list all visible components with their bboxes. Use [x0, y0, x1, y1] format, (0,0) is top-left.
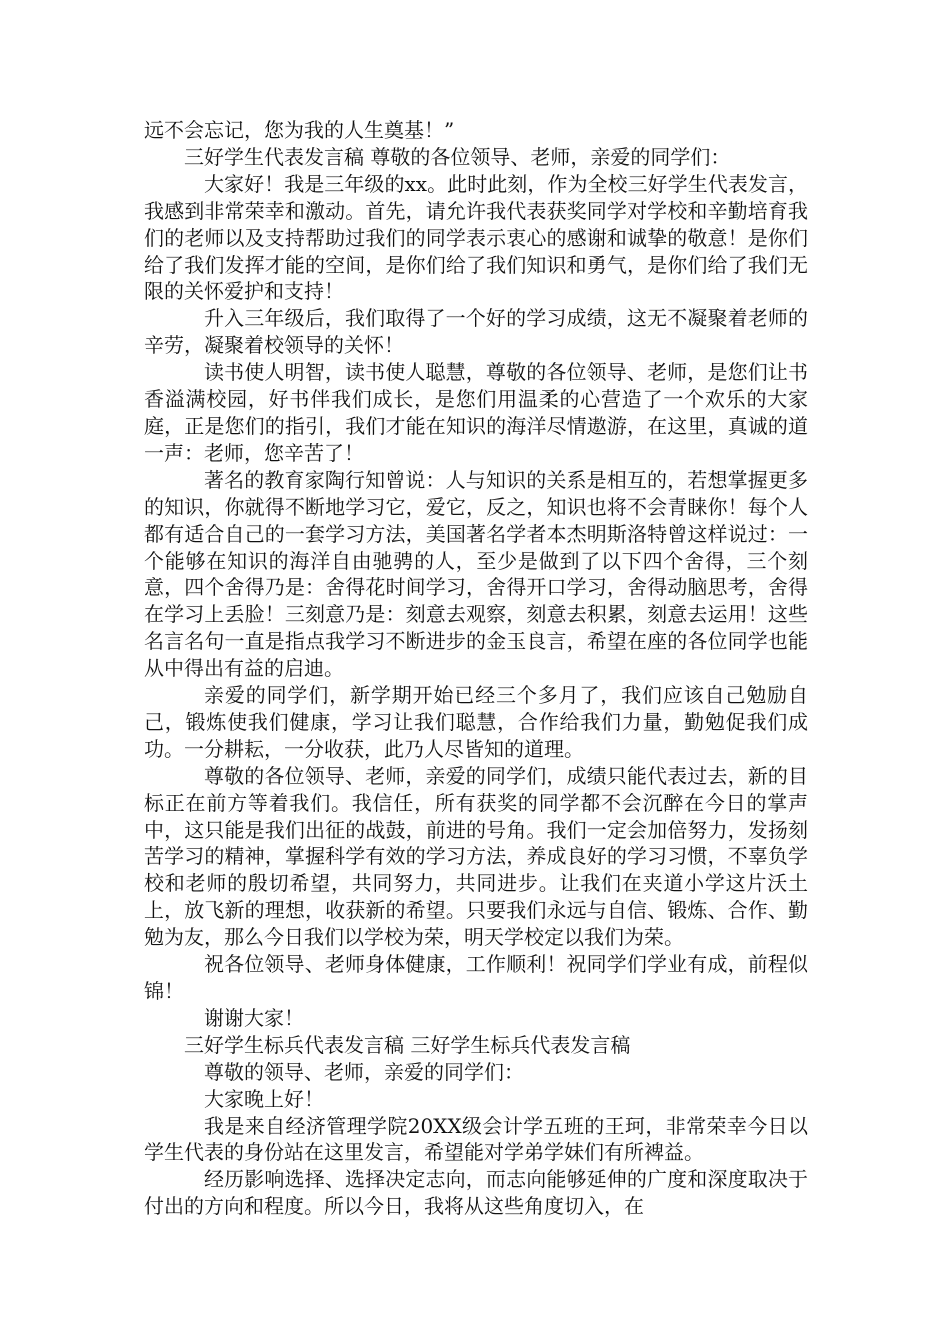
section-heading: 三好学生标兵代表发言稿 三好学生标兵代表发言稿 [184, 1032, 631, 1057]
paragraph: 著名的教育家陶行知曾说：人与知识的关系是相互的，若想掌握更多的知识，你就得不断地学习它，爱它，反之，知识也将不会青睐你！每个人都有适合自己的一套学习方法，美国著名学者本杰明斯洛特曾这样说过：一个能够在知识的海洋自由驰骋的人，至少是做到了以下四个舍得，三个刻意，四个舍得乃是：舍得花时间学习，舍得开口学习，舍得动脑思考，舍得在学习上丢脸！三刻意乃是：刻意去观察，刻意去积累，刻意去运用！这些名言名句一直是指点我学习不断进步的金玉良言，希望在座的各位同学也能从中得出有益的启迪。 [144, 467, 808, 681]
paragraph: 经历影响选择、选择决定志向，而志向能够延伸的广度和深度取决于付出的方向和程度。所以今日，我将从这些角度切入，在 [144, 1167, 808, 1219]
paragraph: 远不会忘记，您为我的人生奠基！” [144, 118, 455, 142]
greeting: 大家晚上好！ [204, 1086, 324, 1111]
paragraph: 我是来自经济管理学院20XX级会计学五班的王珂，非常荣幸今日以学生代表的身份站在这里发言，希望能对学弟学妹们有所裨益。 [144, 1113, 808, 1165]
paragraph: 升入三年级后，我们取得了一个好的学习成绩，这无不凝聚着老师的辛劳，凝聚着校领导的关怀！ [144, 306, 808, 358]
paragraph: 读书使人明智，读书使人聪慧，尊敬的各位领导、老师，是您们让书香溢满校园，好书伴我们成长，是您们用温柔的心营造了一个欢乐的大家庭，正是您们的指引，我们才能在知识的海洋尽情遨游，在这里，真诚的道一声：老师，您辛苦了！ [144, 360, 808, 465]
document-body [144, 117, 808, 1220]
paragraph: 大家好！我是三年级的xx。此时此刻，作为全校三好学生代表发言，我感到非常荣幸和激动。首先，请允许我代表获奖同学对学校和辛勤培育我们的老师以及支持帮助过我们的同学表示衷心的感谢和诚挚的敬意！是你们给了我们发挥才能的空间，是你们给了我们知识和勇气，是你们给了我们无限的关怀爱护和支持！ [144, 171, 808, 304]
section-heading: 三好学生代表发言稿 尊敬的各位领导、老师，亲爱的同学们： [184, 144, 731, 169]
paragraph: 谢谢大家！ [204, 1005, 304, 1030]
paragraph: 祝各位领导、老师身体健康，工作顺利！祝同学们学业有成，前程似锦！ [144, 952, 808, 1003]
salutation: 尊敬的领导、老师，亲爱的同学们： [204, 1059, 524, 1084]
paragraph: 亲爱的同学们，新学期开始已经三个多月了，我们应该自己勉励自己，锻炼使我们健康，学习让我们聪慧，合作给我们力量，勤勉促我们成功。一分耕耘，一分收获，此乃人尽皆知的道理。 [144, 683, 808, 761]
paragraph: 尊敬的各位领导、老师，亲爱的同学们，成绩只能代表过去，新的目标正在前方等着我们。我信任，所有获奖的同学都不会沉醉在今日的掌声中，这只能是我们出征的战鼓，前进的号角。我们一定会加倍努力，发扬刻苦学习的精神，掌握科学有效的学习方法，养成良好的学习习惯，不辜负学校和老师的殷切希望，共同努力，共同进步。让我们在夹道小学这片沃土上，放飞新的理想，收获新的希望。只要我们永远与自信、锻炼、合作、勤勉为友，那么今日我们以学校为荣，明天学校定以我们为荣。 [144, 763, 808, 950]
